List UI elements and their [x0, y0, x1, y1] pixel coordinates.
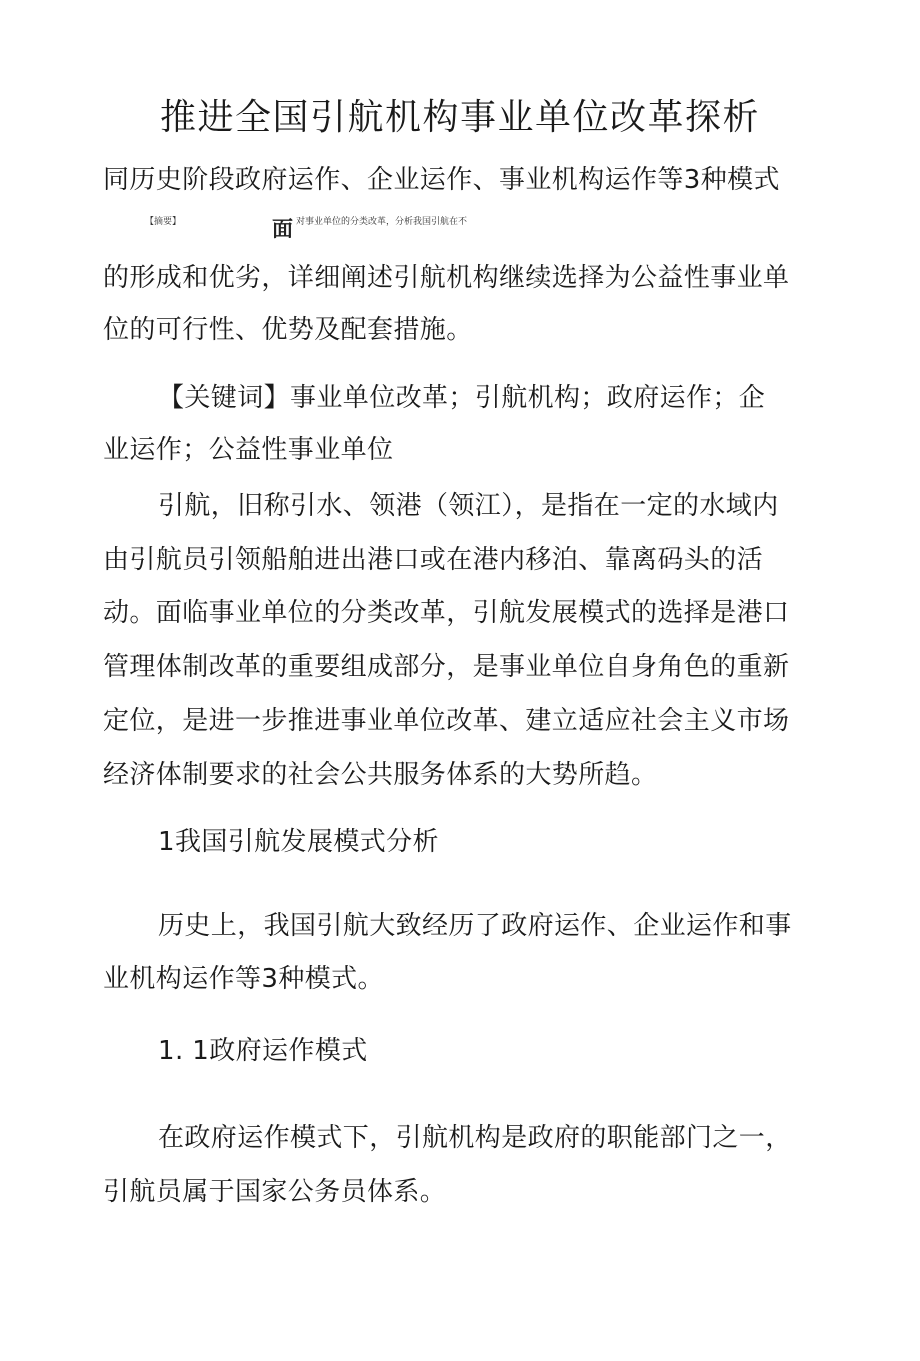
- section-1-1-para-line: 在政府运作模式下，引航机构是政府的职能部门之一，: [158, 1123, 792, 1153]
- intro-line: 管理体制改革的重要组成部分，是事业单位自身角色的重新: [103, 652, 790, 682]
- abstract-small-text: 对事业单位的分类改革，分析我国引航在不: [296, 217, 468, 227]
- abstract-line-2: 的形成和优劣，详细阐述引航机构继续选择为公益性事业单: [103, 263, 790, 293]
- abstract-line-3: 位的可行性、优势及配套措施。: [103, 315, 473, 345]
- abstract-glyph: 面: [272, 217, 293, 241]
- keywords-line-2: 业运作；公益性事业单位: [103, 435, 394, 465]
- section-1-heading: 1我国引航发展模式分析: [158, 827, 439, 857]
- section-1-1-para-line: 引航员属于国家公务员体系。: [103, 1177, 447, 1207]
- intro-line: 定位，是进一步推进事业单位改革、建立适应社会主义市场: [103, 706, 790, 736]
- intro-line: 经济体制要求的社会公共服务体系的大势所趋。: [103, 760, 658, 790]
- intro-line: 动。面临事业单位的分类改革，引航发展模式的选择是港口: [103, 598, 790, 628]
- abstract-line-1: 同历史阶段政府运作、企业运作、事业机构运作等3种模式: [103, 165, 780, 195]
- section-1-1-heading: 1. 1政府运作模式: [158, 1036, 368, 1066]
- keywords-line-1: 【关键词】事业单位改革；引航机构；政府运作；企: [158, 383, 766, 413]
- intro-line: 由引航员引领船舶进出港口或在港内移泊、靠离码头的活: [103, 545, 764, 575]
- intro-line: 引航，旧称引水、领港（领江），是指在一定的水域内: [158, 491, 779, 521]
- abstract-label: 【摘要】: [145, 217, 182, 227]
- document-title: 推进全国引航机构事业单位改革探析: [159, 97, 760, 138]
- section-1-para-line: 业机构运作等3种模式。: [103, 964, 384, 994]
- section-1-para-line: 历史上，我国引航大致经历了政府运作、企业运作和事: [158, 911, 792, 941]
